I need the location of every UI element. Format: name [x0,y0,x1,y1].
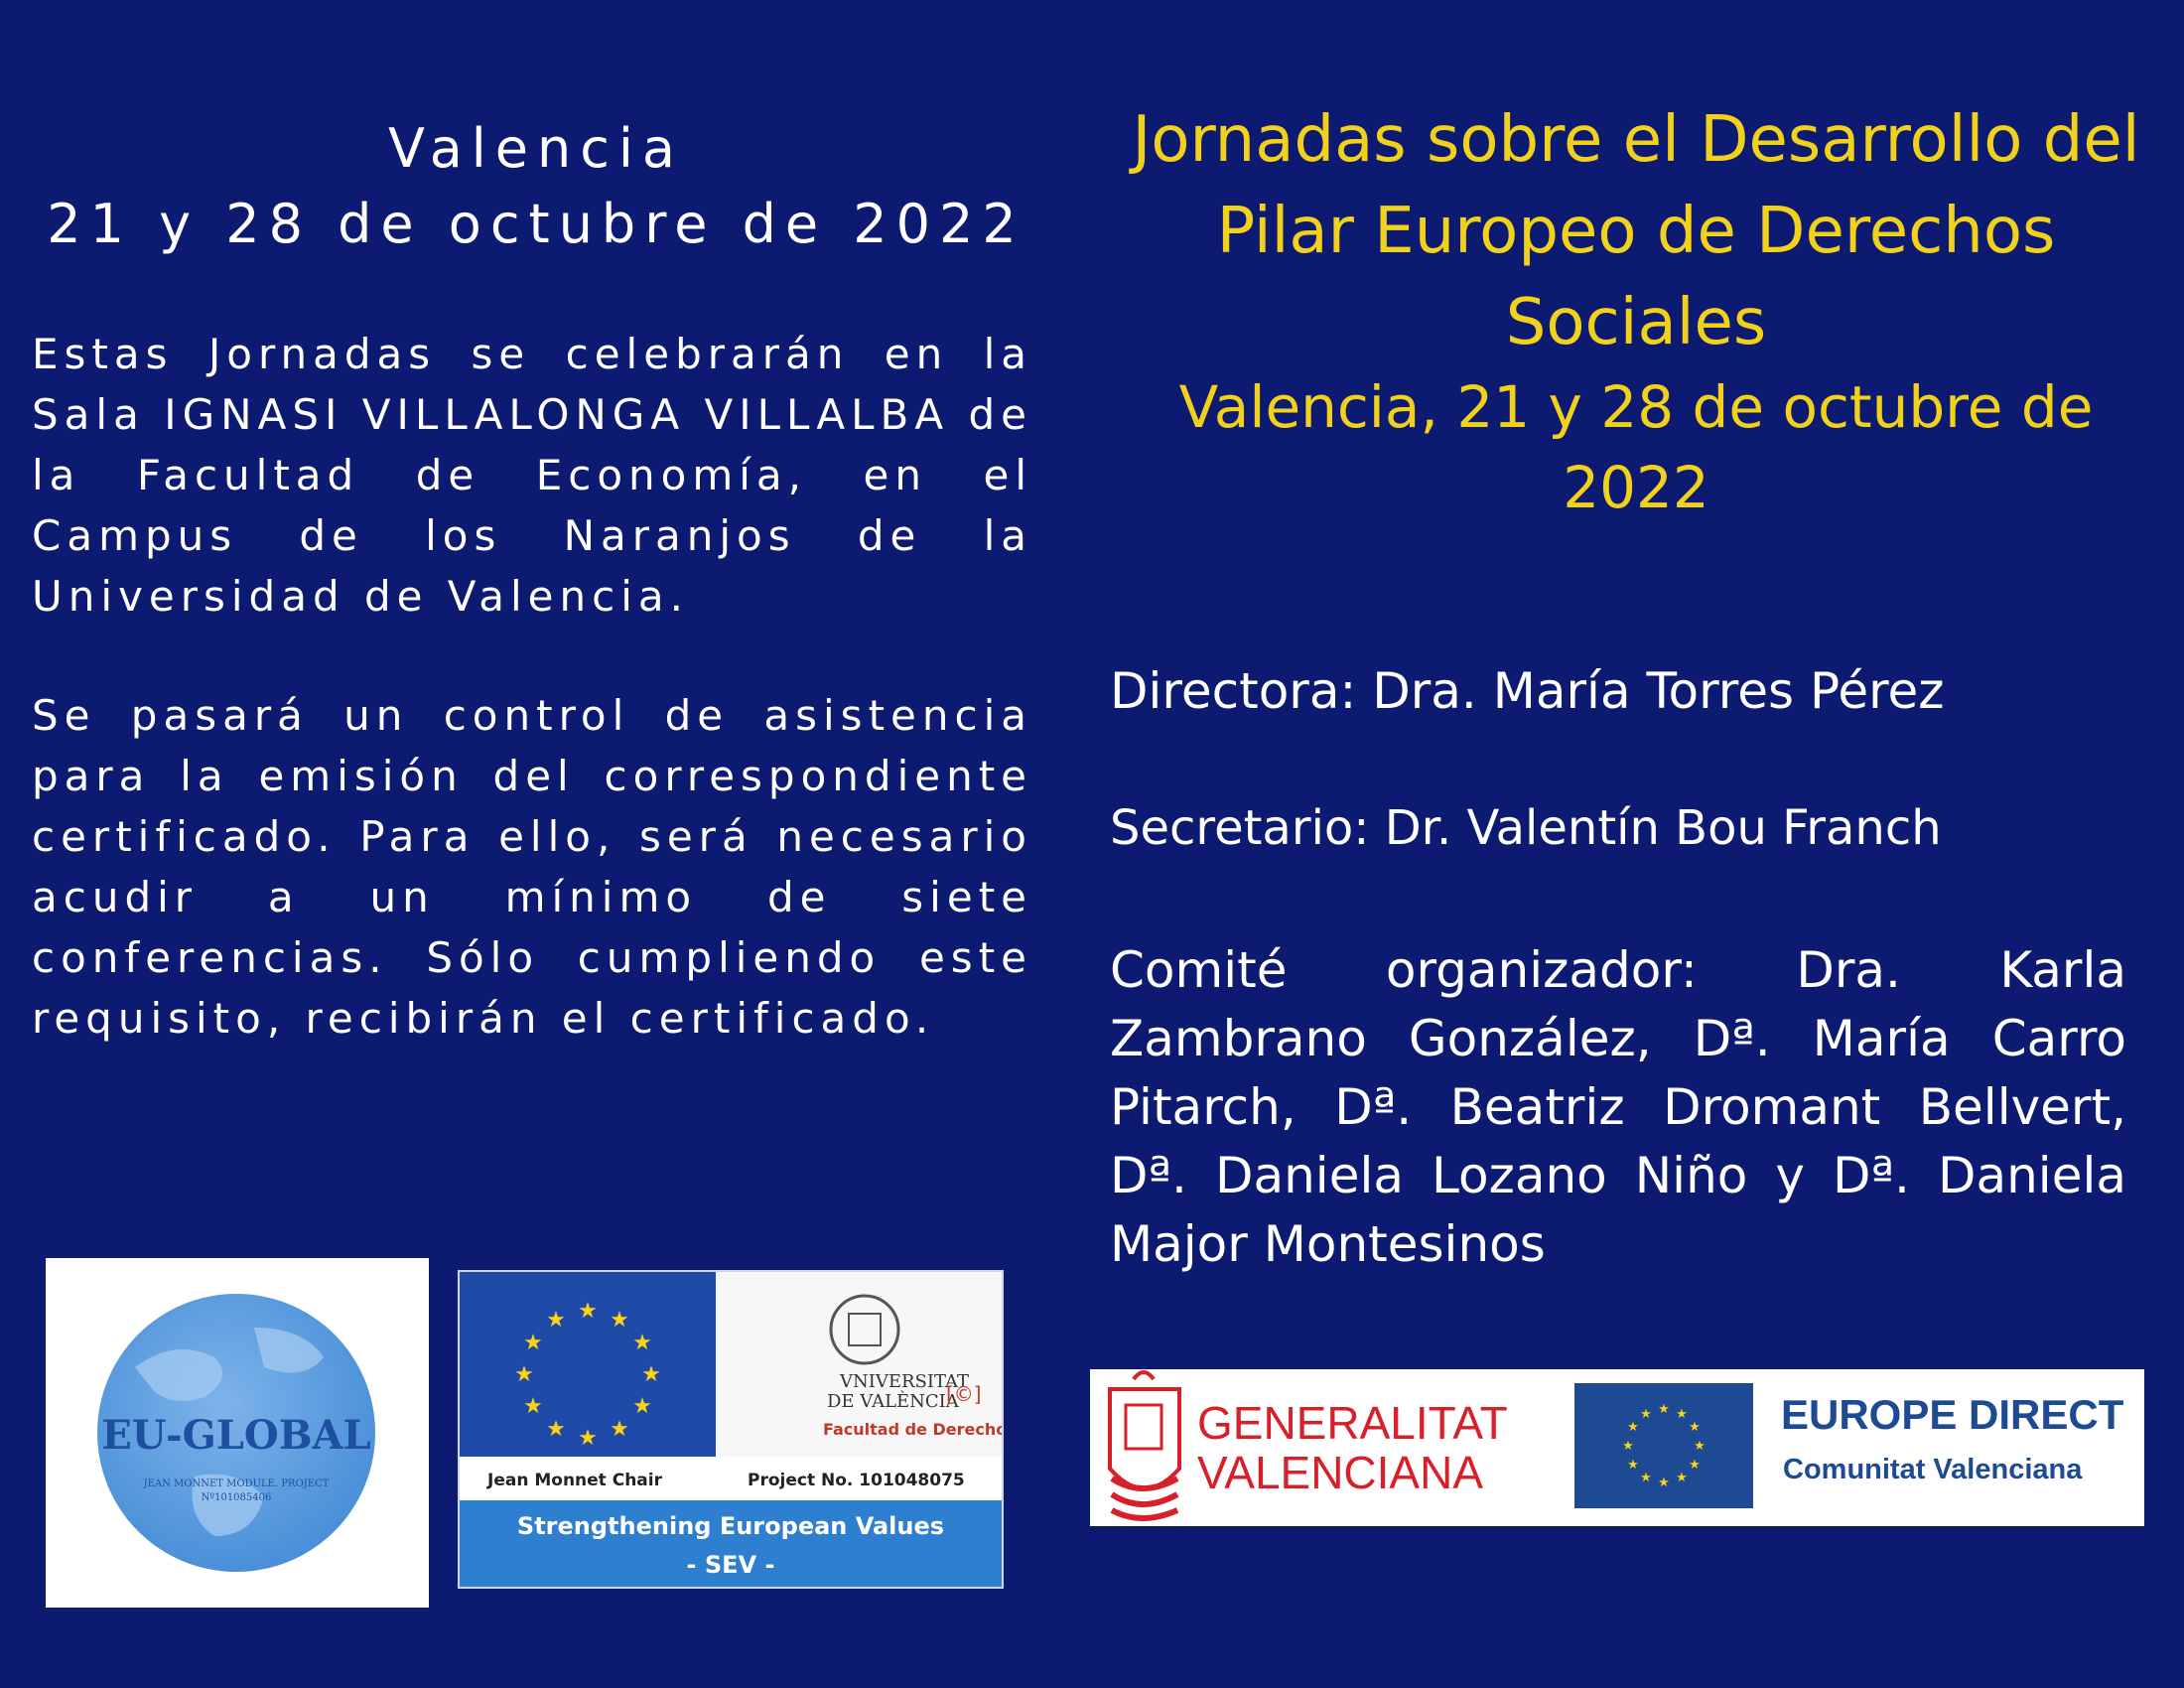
eu-global-number: Nº101085406 [201,1492,272,1503]
svg-text:★: ★ [514,1362,534,1387]
svg-text:★: ★ [1676,1407,1688,1422]
jean-monnet-logo [460,1272,1002,1587]
university-line1: VNIVERSITAT [840,1371,970,1392]
generalitat-line1: GENERALITAT [1197,1397,1508,1449]
svg-text:★: ★ [1658,1402,1670,1417]
event-title: Jornadas sobre el Desarrollo del Pilar Europeo de Derechos Sociales [1132,103,2140,359]
svg-text:★: ★ [632,1394,652,1419]
chair-name: Jean Monnet Chair [487,1471,662,1490]
svg-text:★: ★ [1622,1439,1634,1454]
svg-text:★: ★ [610,1417,629,1442]
svg-text:★: ★ [1658,1476,1670,1490]
event-date: Valencia, 21 y 28 de octubre de 2022 [1178,373,2094,521]
globe-icon [46,1258,429,1608]
svg-text:★: ★ [632,1331,652,1355]
svg-text:★: ★ [1640,1407,1652,1422]
svg-text:★: ★ [1627,1420,1639,1435]
directora: Directora: Dra. María Torres Pérez [1110,662,1945,720]
eu-global-name: EU-GLOBAL [101,1412,371,1459]
europe-direct-line2: Comunitat Valenciana [1783,1454,2083,1485]
svg-text:★: ★ [546,1417,566,1442]
banner-line2: - SEV - [686,1551,775,1579]
comite-organizador: Comité organizador: Dra. Karla Zambrano González, Dª. María Carro Pitarch, Dª. Beatriz Dromant Bellvert, Dª. Daniela Lozano Niño y Dª. Daniela Major Montesinos [1110,941,2126,1273]
svg-text:★: ★ [610,1308,629,1333]
svg-text:★: ★ [1694,1439,1706,1454]
certificate-paragraph: Se pasará un control de asistencia para la emisión del correspondiente certificado. Para ello, será necesario acudir a un mínimo de siete conferencias. Sólo cumpliendo este requisito, recibirán el certificado. [32,691,1032,1043]
banner-line1: Strengthening European Values [516,1512,945,1540]
generalitat-crest-icon [1110,1372,1179,1518]
svg-text:★: ★ [641,1362,661,1387]
svg-text:★: ★ [1640,1471,1652,1485]
faculty-name: Facultad de Derecho [823,1420,1002,1439]
svg-text:★: ★ [1676,1471,1688,1485]
generalitat-europe-direct-logo [1090,1369,2144,1526]
venue-paragraph: Estas Jornadas se celebrarán en la Sala IGNASI VILLALONGA VILLALBA de la Facultad de Economía, en el Campus de los Naranjos de la Universidad de Valencia. [32,330,1032,621]
europe-direct-line1: EUROPE DIRECT [1781,1391,2124,1438]
svg-text:★: ★ [1627,1458,1639,1473]
project-number: Project No. 101048075 [748,1471,965,1490]
svg-text:★: ★ [578,1426,598,1451]
generalitat-line2: VALENCIANA [1197,1447,1484,1498]
heading-dates: 21 y 28 de octubre de 2022 [47,193,1025,255]
svg-text:★: ★ [1689,1458,1701,1473]
eu-global-logo [46,1258,429,1608]
svg-text:★: ★ [523,1394,543,1419]
heading-city: Valencia [387,117,685,180]
university-line2: DE VALÈNCIA [827,1391,959,1412]
svg-text:★: ★ [523,1331,543,1355]
svg-text:★: ★ [1689,1420,1701,1435]
svg-text:★: ★ [546,1308,566,1333]
eu-global-subtitle: JEAN MONNET MODULE. PROJECT [143,1478,330,1489]
left-heading [40,111,1032,262]
secretario: Secretario: Dr. Valentín Bou Franch [1110,800,1942,856]
svg-text:★: ★ [578,1299,598,1324]
bracket-mark-icon: [©] [946,1382,982,1406]
